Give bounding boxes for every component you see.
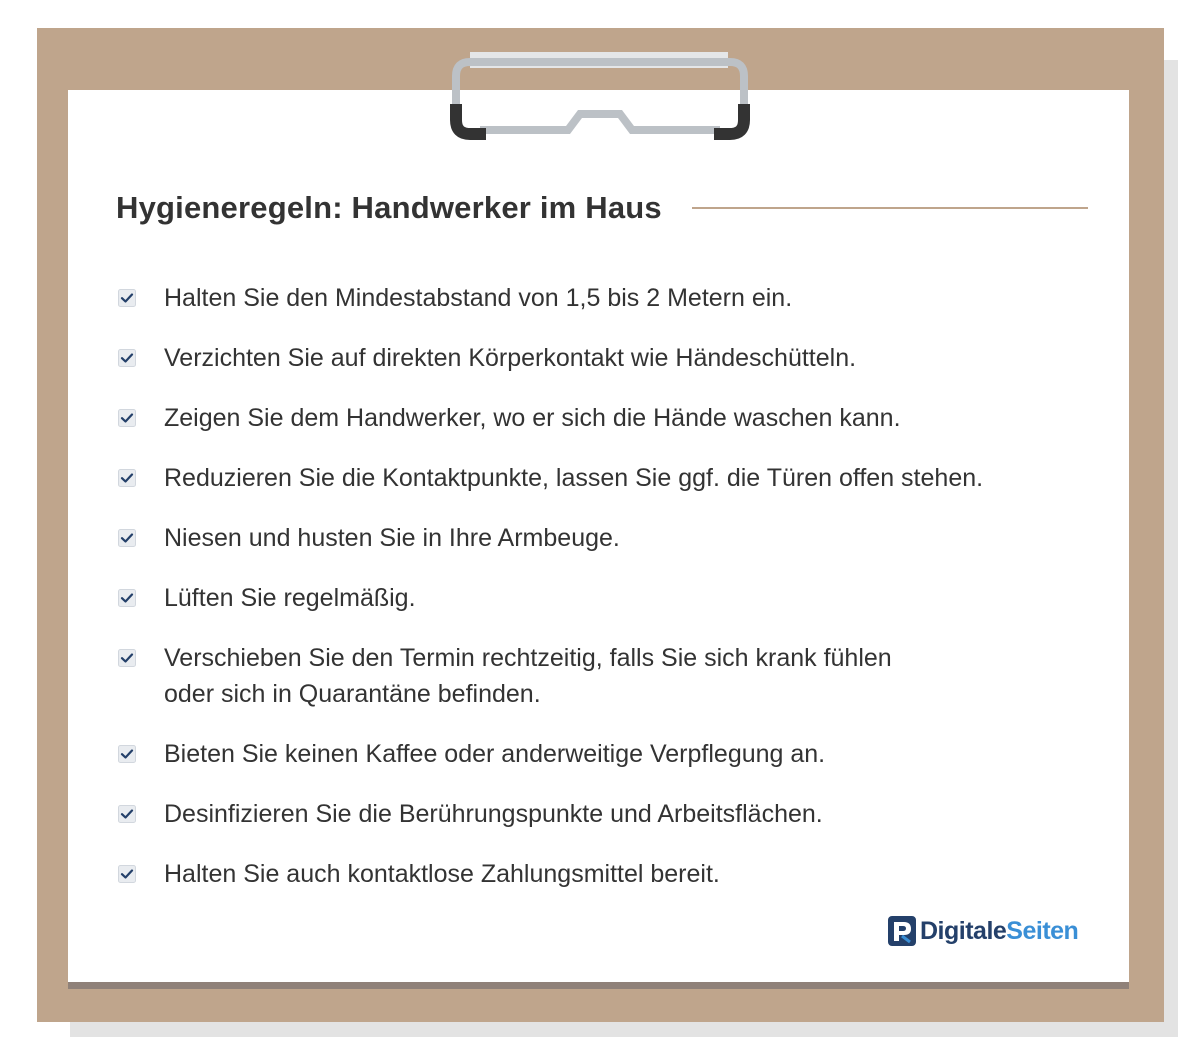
rule-text: Halten Sie auch kontaktlose Zahlungsmittel bereit. bbox=[164, 860, 720, 888]
rule-item bbox=[116, 520, 1106, 556]
clipboard-clip-icon bbox=[440, 48, 760, 148]
rule-text: Niesen und husten Sie in Ihre Armbeuge. bbox=[164, 524, 620, 552]
page-title: Hygieneregeln: Handwerker im Haus bbox=[116, 190, 662, 225]
checkbox-checked-icon bbox=[116, 649, 138, 667]
checkbox-checked-icon bbox=[116, 589, 138, 607]
brand-name-part2: Seiten bbox=[1006, 916, 1079, 945]
rule-item bbox=[116, 460, 1106, 496]
rule-text: Lüften Sie regelmäßig. bbox=[164, 584, 416, 612]
checkbox-checked-icon bbox=[116, 745, 138, 763]
rule-text: Bieten Sie keinen Kaffee oder anderweitige Verpflegung an. bbox=[164, 740, 826, 768]
rule-text: Reduzieren Sie die Kontaktpunkte, lassen Sie ggf. die Türen offen stehen. bbox=[164, 464, 984, 492]
brand-logo bbox=[888, 914, 1078, 948]
title-divider bbox=[692, 207, 1088, 209]
digitaleseiten-logo-icon bbox=[888, 916, 916, 946]
rule-text: Halten Sie den Mindestabstand von 1,5 bis 2 Metern ein. bbox=[164, 284, 793, 312]
rule-item bbox=[116, 640, 1106, 712]
rule-text: Verschieben Sie den Termin rechtzeitig, falls Sie sich krank fühlen oder sich in Quarantäne befinden. bbox=[164, 644, 892, 708]
checkbox-checked-icon bbox=[116, 469, 138, 487]
title-row bbox=[116, 186, 1088, 230]
checkbox-checked-icon bbox=[116, 409, 138, 427]
rule-text: Desinfizieren Sie die Berührungspunkte und Arbeitsflächen. bbox=[164, 800, 823, 828]
checkbox-checked-icon bbox=[116, 349, 138, 367]
checkbox-checked-icon bbox=[116, 289, 138, 307]
rule-item bbox=[116, 340, 1106, 376]
rule-item bbox=[116, 400, 1106, 436]
rule-text: Zeigen Sie dem Handwerker, wo er sich die Hände waschen kann. bbox=[164, 404, 901, 432]
rule-item bbox=[116, 280, 1106, 316]
rule-item bbox=[116, 856, 1106, 892]
rule-item bbox=[116, 796, 1106, 832]
rule-item bbox=[116, 736, 1106, 772]
checkbox-checked-icon bbox=[116, 805, 138, 823]
brand-name-part1: Digitale bbox=[920, 916, 1007, 945]
checkbox-checked-icon bbox=[116, 529, 138, 547]
rules-list bbox=[116, 280, 1106, 916]
rule-item bbox=[116, 580, 1106, 616]
rule-text: Verzichten Sie auf direkten Körperkontakt wie Händeschütteln. bbox=[164, 344, 857, 372]
checkbox-checked-icon bbox=[116, 865, 138, 883]
